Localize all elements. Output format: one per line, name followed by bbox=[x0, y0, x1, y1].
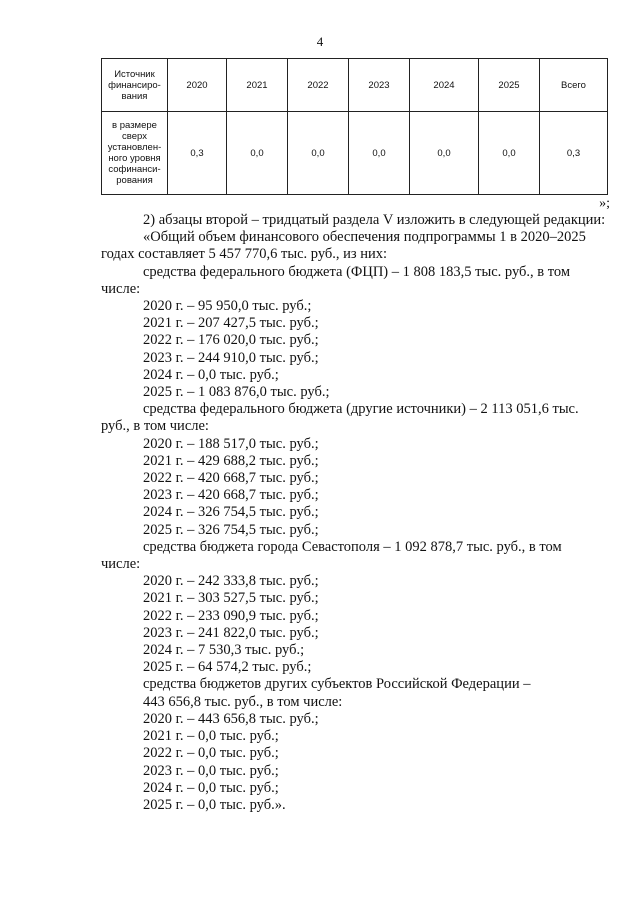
text-line: 2024 г. – 7 530,3 тыс. руб.; bbox=[143, 642, 305, 659]
text-line: 2023 г. – 244 910,0 тыс. руб.; bbox=[143, 349, 319, 366]
header-2023: 2023 bbox=[349, 59, 410, 112]
text-line: средства федерального бюджета (другие источники) – 2 113 051,6 тыс. bbox=[143, 401, 579, 418]
closing-quote: »; bbox=[599, 196, 610, 211]
text-line: 2020 г. – 443 656,8 тыс. руб.; bbox=[143, 710, 319, 727]
text-line: 2025 г. – 64 574,2 тыс. руб.; bbox=[143, 659, 312, 676]
text-line: 2025 г. – 0,0 тыс. руб.». bbox=[143, 796, 286, 813]
cell-2021: 0,0 bbox=[227, 112, 288, 195]
header-2020: 2020 bbox=[168, 59, 227, 112]
cell-2025: 0,0 bbox=[479, 112, 540, 195]
text-line: средства федерального бюджета (ФЦП) – 1 808 183,5 тыс. руб., в том bbox=[143, 263, 571, 280]
text-line: 2025 г. – 1 083 876,0 тыс. руб.; bbox=[143, 384, 330, 401]
financing-table bbox=[101, 58, 608, 195]
cell-2020: 0,3 bbox=[168, 112, 227, 195]
text-line: 2022 г. – 176 020,0 тыс. руб.; bbox=[143, 332, 319, 349]
text-line: 2021 г. – 429 688,2 тыс. руб.; bbox=[143, 452, 319, 469]
header-2021: 2021 bbox=[227, 59, 288, 112]
text-line: 2024 г. – 326 754,5 тыс. руб.; bbox=[143, 504, 319, 521]
cell-source: в размере сверх установлен-ного уровня софинанси-рования bbox=[102, 112, 168, 195]
text-line: 2024 г. – 0,0 тыс. руб.; bbox=[143, 366, 279, 383]
text-line: 2022 г. – 420 668,7 тыс. руб.; bbox=[143, 470, 319, 487]
text-line: 2025 г. – 326 754,5 тыс. руб.; bbox=[143, 521, 319, 538]
text-line: 2020 г. – 242 333,8 тыс. руб.; bbox=[143, 573, 319, 590]
text-line: 443 656,8 тыс. руб., в том числе: bbox=[143, 693, 343, 710]
table-row bbox=[102, 112, 608, 195]
table-header-row bbox=[102, 59, 608, 112]
text-line: 2022 г. – 0,0 тыс. руб.; bbox=[143, 745, 279, 762]
text-line: «Общий объем финансового обеспечения подпрограммы 1 в 2020–2025 bbox=[143, 229, 586, 246]
text-line: 2023 г. – 0,0 тыс. руб.; bbox=[143, 762, 279, 779]
text-line: 2023 г. – 420 668,7 тыс. руб.; bbox=[143, 487, 319, 504]
text-line: 2020 г. – 95 950,0 тыс. руб.; bbox=[143, 298, 312, 315]
text-line: 2024 г. – 0,0 тыс. руб.; bbox=[143, 779, 279, 796]
text-line: 2023 г. – 241 822,0 тыс. руб.; bbox=[143, 624, 319, 641]
text-line: 2020 г. – 188 517,0 тыс. руб.; bbox=[143, 435, 319, 452]
cell-2023: 0,0 bbox=[349, 112, 410, 195]
page-number: 4 bbox=[316, 34, 324, 49]
header-2025: 2025 bbox=[479, 59, 540, 112]
text-line: 2021 г. – 0,0 тыс. руб.; bbox=[143, 728, 279, 745]
text-line: средства бюджета города Севастополя – 1 092 878,7 тыс. руб., в том bbox=[143, 538, 562, 555]
text-line: годах составляет 5 457 770,6 тыс. руб., из них: bbox=[101, 246, 388, 263]
intro-paragraph: 2) абзацы второй – тридцатый раздела V изложить в следующей редакции: bbox=[143, 212, 606, 228]
text-line: числе: bbox=[101, 280, 141, 297]
cell-total: 0,3 bbox=[540, 112, 608, 195]
cell-2024: 0,0 bbox=[410, 112, 479, 195]
text-line: 2022 г. – 233 090,9 тыс. руб.; bbox=[143, 607, 319, 624]
text-line: 2021 г. – 303 527,5 тыс. руб.; bbox=[143, 590, 319, 607]
text-line: средства бюджетов других субъектов Российской Федерации – bbox=[143, 676, 531, 693]
financing-lines bbox=[101, 229, 609, 246]
cell-2022: 0,0 bbox=[288, 112, 349, 195]
header-2024: 2024 bbox=[410, 59, 479, 112]
header-source: Источник финансиро-вания bbox=[102, 59, 168, 112]
header-total: Всего bbox=[540, 59, 608, 112]
text-line: руб., в том числе: bbox=[101, 418, 209, 435]
text-line: числе: bbox=[101, 556, 141, 573]
header-2022: 2022 bbox=[288, 59, 349, 112]
text-line: 2021 г. – 207 427,5 тыс. руб.; bbox=[143, 315, 319, 332]
amendment-text bbox=[101, 212, 609, 814]
